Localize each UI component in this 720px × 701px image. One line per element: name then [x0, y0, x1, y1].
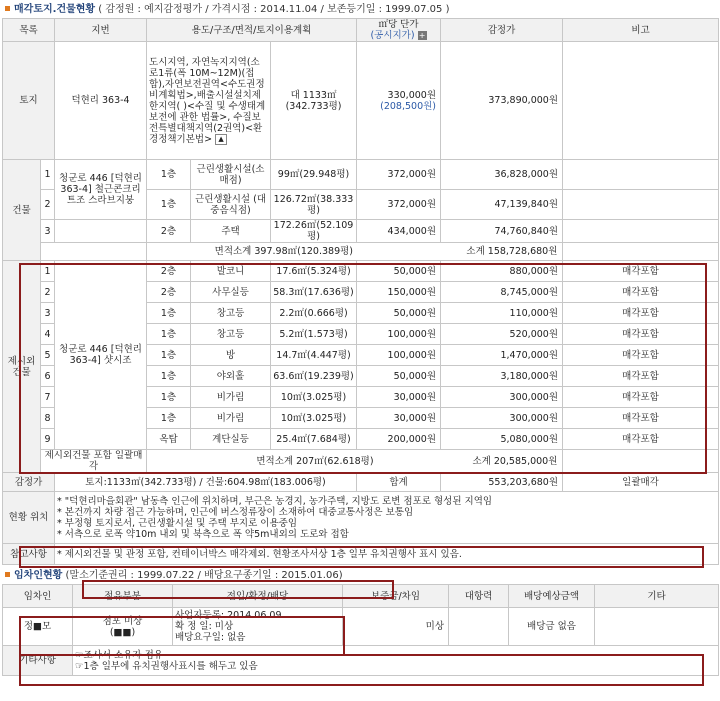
tenant-header-row: 임차인 점유부분 전입/확정/배당 보증금/차임 대항력 배당예상금액 기타: [3, 585, 719, 608]
bullet-square-icon: [5, 572, 10, 577]
land-building-table: [2, 18, 719, 565]
excluded-row: 제시외건물 1 청군로 446 [덕현리 363-4] 샷시조 2층 발코니 17.6㎡(5.324평) 50,000원 880,000원 매각포함: [3, 261, 719, 282]
building-area-subtotal: 면적소계 397.98㎡(120.389평) 소계 158,728,680원: [147, 243, 563, 261]
excluded-row: 7 1층 비가림 10㎡(3.025평) 30,000원 300,000원 매각포함: [3, 387, 719, 408]
excluded-row: 8 1층 비가림 10㎡(3.025평) 30,000원 300,000원 매각포함: [3, 408, 719, 429]
unit-price-header: ㎡당 단가 (공시지가) +: [357, 19, 441, 42]
tenant-table: [2, 584, 719, 676]
appraisal-total-row: 감정가 토지:1133㎡(342.733평) / 건물:604.98㎡(183.006평) 합계 553,203,680원 일괄매각: [3, 473, 719, 492]
tenant-row: 정■모 점포 미상 (■■) 사업자등록: 2014.06.09 확 정 일: 미상 배당요구일: 없음 미상 배당금 없음: [3, 608, 719, 646]
excluded-row: 2 2층 사무실등 58.3㎡(17.636평) 150,000원 8,745,000원 매각포함: [3, 282, 719, 303]
building-row: 3 2층 주택 172.26㎡(52.109평) 434,000원 74,760,840원: [3, 220, 719, 243]
auction-detail-page: [2, 2, 718, 697]
section-title-land-building: 매각토지.건물현황 ( 감정원 : 예지감정평가 / 가격시점 : 2014.11.04 / 보존등기일 : 1999.07.05 ): [2, 2, 718, 18]
excluded-row: 3 1층 창고등 2.2㎡(0.666평) 50,000원 110,000원 매각포함: [3, 303, 719, 324]
tenant-part: 점포 미상 (■■): [73, 608, 173, 646]
other-row: 기타사항 ☞조사서 소유자 점유 ☞1층 일부에 유치권행사표시를 해두고 있음: [3, 646, 719, 676]
land-unit-price: 330,000원 (208,500원): [357, 42, 441, 160]
excluded-row: 4 1층 창고등 5.2㎡(1.573평) 100,000원 520,000원 매각포함: [3, 324, 719, 345]
table-header-row: 목록 지번 용도/구조/면적/토지이용계획 ㎡당 단가 (공시지가) + 감정가 비고: [3, 19, 719, 42]
reference-row: 참고사항 * 제시외건물 및 관정 포함, 컨테이너박스 매각제외. 현황조사서상 1층 일부 유치권행사 표시 있음.: [3, 544, 719, 565]
location-row: 현황 위치 * "덕현리마을회관" 남동측 인근에 위치하며, 부근은 농경지, 농가주택, 지방도 로변 점포로 형성된 지역임 * 본건까지 차량 접근 가능하며, 인근에 버스정류장이 소재하여 대중교통사정은 보통임 * 부정형 토지로서, 근린생활시설 및 주택 부지로 이용중임 * 서측으로 로폭 약10m 내외 및 북측으로 폭 약5m내외의 도로와 접함: [3, 492, 719, 544]
location-text: * "덕현리마을회관" 남동측 인근에 위치하며, 부근은 농경지, 농가주택, 지방도 로변 점포로 형성된 지역임 * 본건까지 차량 접근 가능하며, 인근에 버스정류장이 소재하여 대중교통사정은 보통임 * 부정형 토지로서, 근린생활시설 및 주택 부지로 이용중임 * 서측으로 로폭 약10m 내외 및 북측으로 폭 약5m내외의 도로와 접함: [55, 492, 719, 544]
excluded-row: 5 1층 방 14.7㎡(4.447평) 100,000원 1,470,000원 매각포함: [3, 345, 719, 366]
building-row: 2 1층 근린생활시설 (대중음식점) 126.72㎡(38.333평) 372,000원 47,139,840원: [3, 190, 719, 220]
collapse-icon[interactable]: ▲: [215, 134, 227, 145]
section-title-tenant: 임차인현황 (말소기준권리 : 1999.07.22 / 배당요구종기일 : 2015.01.06): [2, 568, 718, 584]
building-row: 건물 1 청군로 446 [덕현리 363-4] 철근콘크리트조 스라브지붕 1층 근린생활시설(소매점) 99㎡(29.948평) 372,000원 36,828,000원: [3, 160, 719, 190]
bullet-square-icon: [5, 6, 10, 11]
plus-icon[interactable]: +: [418, 31, 426, 40]
other-text: ☞조사서 소유자 점유 ☞1층 일부에 유치권행사표시를 해두고 있음: [73, 646, 719, 676]
land-area: 대 1133㎡ (342.733평): [271, 42, 357, 160]
building-subtotal-row: [3, 243, 719, 261]
excluded-row: 6 1층 야외홀 63.6㎡(19.239평) 50,000원 3,180,000원 매각포함: [3, 366, 719, 387]
land-plan: 도시지역, 자연녹지지역(소로1류(폭 10M~12M)(접합),자연보전권역<수도권정비계획법>,배출시설설치제한지역( )<수질 및 수생태계 보전에 관한 법률>, 수질보전특별대책지역(2권역)<환경정책기본법> ▲: [147, 42, 271, 160]
tenant-dates: 사업자등록: 2014.06.09 확 정 일: 미상 배당요구일: 없음: [173, 608, 343, 646]
excluded-footer-row: 제시외건물 포함 일괄매각 면적소계 207㎡(62.618평) 소계 20,585,000원: [3, 450, 719, 473]
land-row: 토지 덕현리 363-4 도시지역, 자연녹지지역(소로1류(폭 10M~12M)(접합),자연보전권역<수도권정비계획법>,배출시설설치제한지역( )<수질 및 수생태계 보전에 관한 법률>, 수질보전특별대책지역(2권역)<환경정책기본법> ▲ 대 1133㎡ (342.733평) 330,000원 (208,500원) 373,890,000원: [3, 42, 719, 160]
excluded-area-subtotal: 면적소계 207㎡(62.618평) 소계 20,585,000원: [147, 450, 563, 473]
excluded-row: 9 옥탑 계단실등 25.4㎡(7.684평) 200,000원 5,080,000원 매각포함: [3, 429, 719, 450]
